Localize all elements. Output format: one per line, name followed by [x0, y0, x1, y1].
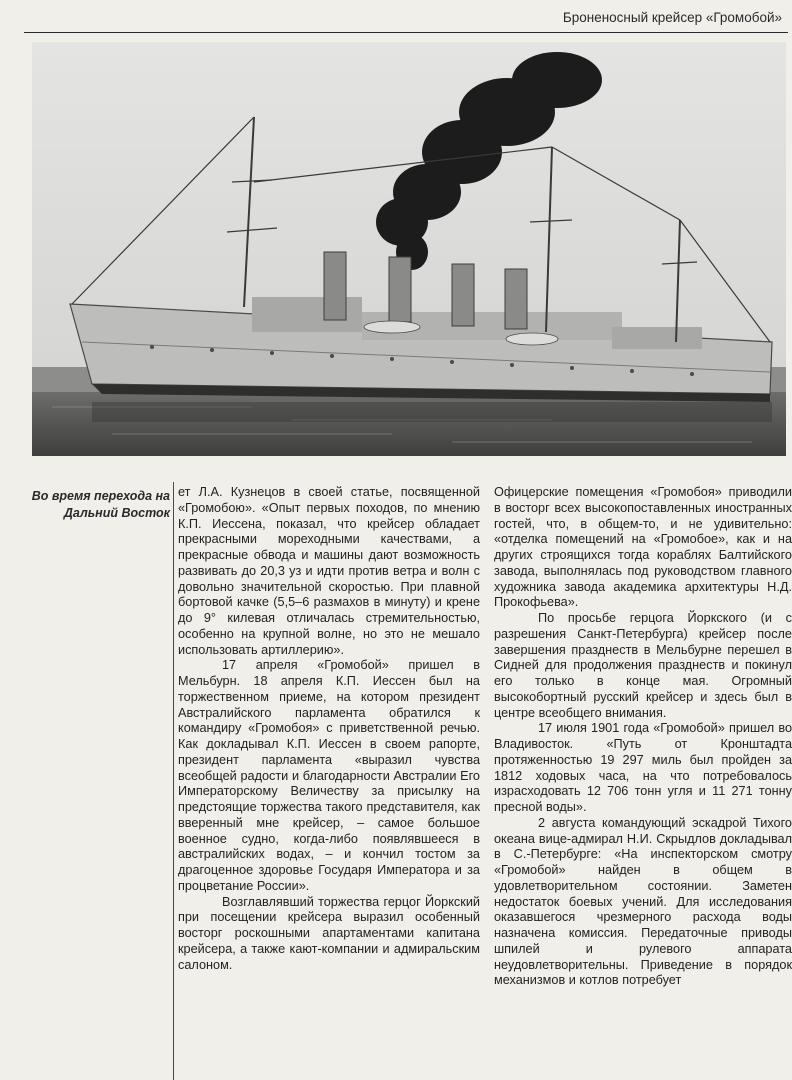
paragraph: Офицерские помещения «Громобоя» приводили в восторг всех высокопоставленных иностранных гостей, что, в общем-то, и не удивительно: «отделка помещений на «Громобое», как и на других строящихся тогда кораблях Балтийского завода, выполнялась под руководством главного художника завода академика архитектуры Н.Д. Прокофьева». [494, 485, 792, 610]
column-divider [173, 482, 174, 1080]
running-title: Броненосный крейсер «Громобой» [562, 10, 782, 25]
paragraph: По просьбе герцога Йоркского (и с разрешения Санкт-Петербурга) крейсер после завершения празднеств в Мельбурне перешел в Сидней для продолжения празднеств и покинул его только в конце мая. Огромный высокобортный русский крейсер и здесь был в центре всеобщего внимания. [494, 611, 792, 720]
paragraph: 17 июля 1901 года «Громобой» пришел во Владивосток. «Путь от Кронштадта протяженностью 19 297 миль был пройден за 1812 ходовых часа, на что потребовалось израсходовать 12 706 тонн угля и 11 271 тонну пресной воды». [494, 721, 792, 814]
text-column-1 [178, 485, 480, 973]
cruiser-photograph [32, 42, 786, 456]
paragraph: 17 апреля «Громобой» пришел в Мельбурн. 18 апреля К.П. Иессен был на торжественном приеме, на котором президент Австралийского парламента обратился к командиру «Громобоя» с приветственной речью. Как докладывал К.П. Иессен в своем рапорте, президент парламента «выразил чувства всеобщей радости и благодарности Австралии Его Императорскому Величеству за присылку на предстоящие торжества такого представителя, как вверенный мне крейсер, – самое большое военное судно, когда-либо появлявшееся в австралийских водах, – и кончил тостом за драгоценное здоровье Государя Императора и за процветание России». [178, 658, 480, 893]
paragraph: 2 августа командующий эскадрой Тихого океана вице-адмирал Н.И. Скрыдлов докладывал в С.-Петербурге: «На инспекторском смотру «Громобой» найден в общем в удовлетворительном состоянии. Заметен недостаток боевых учений. Для исследования оказавшегося чрезмерного расхода воды назначена комиссия. Передаточные приводы шпилей и рулевого аппарата неудовлетворительны. Приведение в порядок механизмов и котлов потребует [494, 815, 792, 988]
running-header [24, 6, 788, 33]
paragraph: Возглавлявший торжества герцог Йоркский при посещении крейсера выразил особенный восторг роскошными апартаментами капитана крейсера, а также кают-компании и адмиральским салоном. [178, 894, 480, 972]
paragraph: ет Л.А. Кузнецов в своей статье, посвященной «Громобою». «Опыт первых походов, по мнению К.П. Иессена, показал, что крейсер обладает прекрасными мореходными качествами, а прекрасные обвода и машины дают возможность развивать до 20,3 уз и идти против ветра и волн с довольно значительной скоростью. При плавной бортовой качке (5,5–6 размахов в минуту) и крене до 9° килевая отличалась стремительностью, особенно на крупной волне, но это не мешало использовать артиллерию». [178, 485, 480, 657]
text-column-2 [494, 485, 792, 989]
photo-caption: Во время перехода на Дальний Восток [31, 489, 170, 520]
